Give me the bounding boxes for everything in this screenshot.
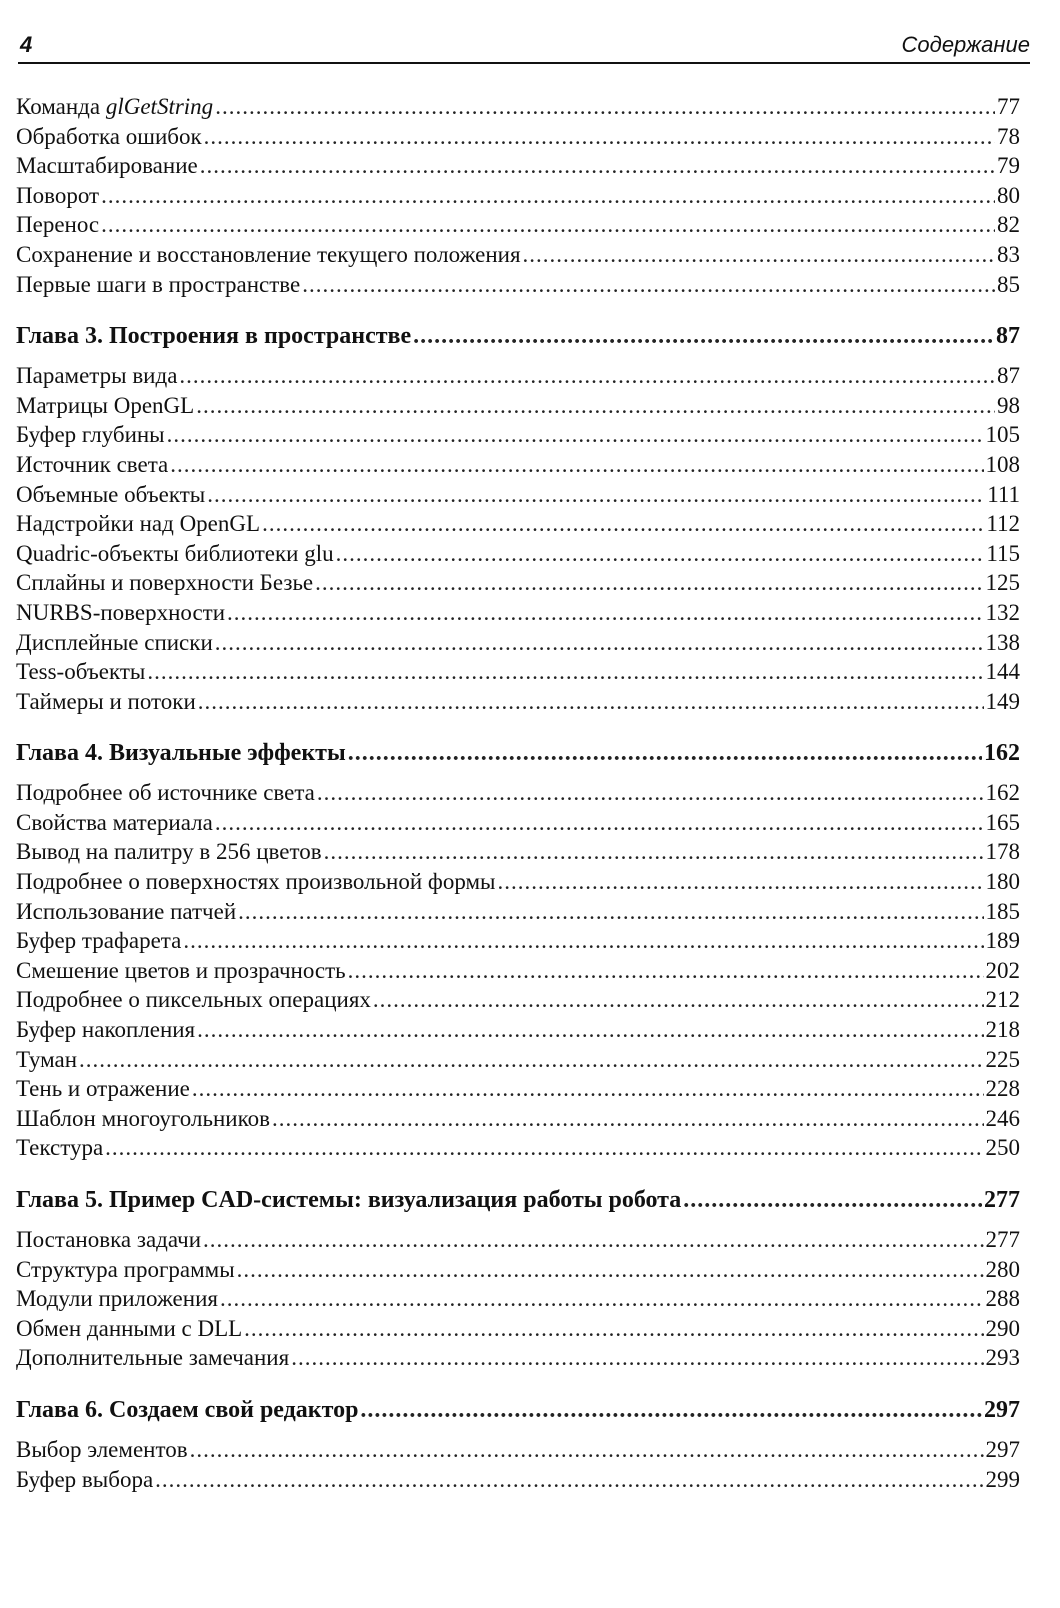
toc-entry-page: 77	[997, 94, 1020, 119]
toc-entry-page: 225	[985, 1046, 1020, 1072]
toc-entry-page: 293	[985, 1345, 1020, 1371]
toc-entry-page: 115	[986, 540, 1020, 566]
toc-entry	[16, 837, 1020, 867]
dot-leader	[79, 1045, 983, 1075]
dot-leader	[523, 240, 995, 270]
toc-entry-title: Структура программы	[16, 1256, 235, 1282]
dot-leader	[167, 420, 984, 450]
dot-leader	[498, 867, 984, 897]
toc-entry-page: 83	[997, 241, 1020, 267]
toc-entry	[16, 926, 1020, 956]
toc-entry-page: 132	[985, 599, 1020, 625]
toc-entry	[16, 240, 1020, 270]
toc-entry-title: Глава 6. Создаем свой редактор	[16, 1396, 359, 1423]
toc-chapter-heading	[16, 1185, 1020, 1215]
toc-entry-title: Вывод на палитру в 256 цветов	[16, 839, 322, 865]
dot-leader	[237, 1255, 984, 1285]
toc-entry-title: Дополнительные замечания	[16, 1345, 290, 1371]
toc-chapter-heading	[16, 321, 1020, 351]
toc-entry-page: 277	[984, 1187, 1020, 1213]
toc-entry	[16, 1284, 1020, 1314]
toc-entry-title: Перенос	[16, 212, 100, 238]
toc-entry	[16, 657, 1020, 687]
toc-entry-page: 180	[985, 869, 1020, 895]
dot-leader	[196, 391, 995, 421]
dot-leader	[302, 270, 995, 300]
toc-entry-title: Тень и отражение	[16, 1076, 190, 1102]
dot-leader	[101, 181, 995, 211]
dot-leader	[220, 1284, 984, 1314]
toc-entry-title: Туман	[16, 1046, 78, 1072]
toc-entry-title: Буфер выбора	[16, 1466, 154, 1492]
toc-entry	[16, 897, 1020, 927]
toc-entry-title: Подробнее об источнике света	[16, 780, 315, 806]
toc-entry	[16, 509, 1020, 539]
toc-entry-page: 125	[985, 570, 1020, 596]
dot-leader	[324, 837, 984, 867]
toc-entry-title: Буфер глубины	[16, 422, 165, 448]
dot-leader	[360, 1395, 982, 1425]
dot-leader	[155, 1465, 983, 1495]
dot-leader	[183, 926, 983, 956]
toc-entry-title: Параметры вида	[16, 363, 178, 389]
toc-entry-title: Матрицы OpenGL	[16, 392, 195, 418]
toc-entry	[16, 539, 1020, 569]
toc-entry-page: 297	[985, 1436, 1020, 1462]
toc-entry-title: Шаблон многоугольников	[16, 1105, 270, 1131]
toc-entry	[16, 628, 1020, 658]
toc-entry-title: NURBS-поверхности	[16, 599, 226, 625]
table-of-contents	[16, 92, 1020, 1494]
toc-entry-page: 288	[985, 1286, 1020, 1312]
toc-entry-title: Подробнее о поверхностях произвольной формы	[16, 869, 496, 895]
toc-entry-page: 277	[985, 1227, 1020, 1252]
toc-entry-page: 105	[985, 422, 1020, 448]
toc-entry	[16, 450, 1020, 480]
toc-entry-page: 85	[997, 271, 1020, 297]
dot-leader	[170, 450, 983, 480]
dot-leader	[238, 897, 983, 927]
toc-entry-page: 280	[985, 1256, 1020, 1282]
dot-leader	[272, 1104, 984, 1134]
toc-entry	[16, 1435, 1020, 1465]
toc-entry-title-prefix: Команда	[16, 94, 106, 119]
dot-leader	[190, 1435, 984, 1465]
toc-entry	[16, 1314, 1020, 1344]
dot-leader	[147, 657, 983, 687]
toc-chapter-heading	[16, 738, 1020, 768]
toc-entry	[16, 210, 1020, 240]
toc-entry-title: Модули приложения	[16, 1286, 218, 1312]
dot-leader	[215, 808, 984, 838]
dot-leader	[198, 687, 984, 717]
toc-entry-page: 144	[985, 659, 1020, 685]
toc-entry-title: Источник света	[16, 451, 169, 477]
dot-leader	[179, 361, 995, 391]
toc-entry	[16, 808, 1020, 838]
dot-leader	[336, 539, 985, 569]
toc-entry	[16, 1133, 1020, 1163]
toc-entry-title: Обработка ошибок	[16, 123, 202, 149]
toc-entry-title: Tess-объекты	[16, 659, 146, 685]
toc-entry-title	[16, 92, 213, 122]
toc-entry	[16, 778, 1020, 808]
dot-leader	[683, 1185, 982, 1215]
toc-entry	[16, 568, 1020, 598]
dot-leader	[315, 568, 983, 598]
toc-entry-title: Обмен данными с DLL	[16, 1315, 243, 1341]
toc-entry-page: 149	[985, 688, 1020, 714]
toc-entry	[16, 1104, 1020, 1134]
dot-leader	[348, 738, 982, 768]
toc-entry	[16, 420, 1020, 450]
dot-leader	[215, 628, 984, 658]
toc-chapter-heading	[16, 1395, 1020, 1425]
toc-entry-page: 228	[985, 1076, 1020, 1102]
toc-entry	[16, 867, 1020, 897]
toc-entry-page: 218	[985, 1017, 1020, 1043]
toc-entry	[16, 92, 1020, 122]
dot-leader	[192, 1074, 984, 1104]
toc-entry	[16, 480, 1020, 510]
dot-leader	[244, 1314, 983, 1344]
dot-leader	[291, 1343, 983, 1373]
dot-leader	[215, 92, 995, 122]
toc-entry-title: Таймеры и потоки	[16, 688, 196, 714]
toc-entry-title: Использование патчей	[16, 898, 237, 924]
dot-leader	[317, 778, 984, 808]
toc-entry-title: Текстура	[16, 1135, 104, 1161]
toc-entry	[16, 985, 1020, 1015]
toc-entry-title: Постановка задачи	[16, 1227, 202, 1252]
toc-entry-page: 82	[997, 212, 1020, 238]
toc-entry	[16, 687, 1020, 717]
toc-entry	[16, 391, 1020, 421]
toc-entry-page: 165	[985, 809, 1020, 835]
page-number: 4	[20, 32, 33, 57]
toc-entry-page: 79	[997, 153, 1020, 179]
toc-entry-title: Поворот	[16, 182, 100, 208]
dot-leader	[348, 956, 984, 986]
toc-entry-page: 80	[997, 182, 1020, 208]
dot-leader	[227, 598, 983, 628]
dot-leader	[207, 480, 985, 510]
toc-entry-page: 250	[985, 1135, 1020, 1161]
toc-entry-title: Буфер накопления	[16, 1017, 196, 1043]
toc-entry-page: 290	[985, 1315, 1020, 1341]
toc-entry-title: Буфер трафарета	[16, 928, 182, 954]
dot-leader	[203, 1225, 983, 1255]
toc-entry	[16, 181, 1020, 211]
toc-entry	[16, 1074, 1020, 1104]
toc-entry-page: 78	[997, 123, 1020, 149]
dot-leader	[204, 122, 995, 152]
toc-entry-title: Первые шаги в пространстве	[16, 271, 301, 297]
toc-entry-page: 87	[997, 363, 1020, 389]
toc-entry-page: 178	[985, 839, 1020, 865]
toc-entry-title: Сохранение и восстановление текущего положения	[16, 241, 521, 267]
toc-entry-page: 162	[984, 740, 1020, 767]
toc-entry-title-code: glGetString	[105, 94, 214, 119]
toc-entry-page: 246	[985, 1105, 1020, 1131]
toc-entry-title: Глава 5. Пример CAD-системы: визуализация работы робота	[16, 1187, 682, 1213]
toc-entry-page: 138	[985, 629, 1020, 655]
toc-entry-title: Quadric-объекты библиотеки glu	[16, 540, 334, 566]
dot-leader	[413, 321, 994, 351]
toc-entry	[16, 1465, 1020, 1495]
toc-entry-page: 212	[985, 987, 1020, 1013]
toc-entry-title: Свойства материала	[16, 809, 213, 835]
toc-entry	[16, 122, 1020, 152]
toc-entry-page: 297	[984, 1396, 1020, 1423]
toc-entry-page: 299	[985, 1466, 1020, 1492]
toc-entry-title: Смешение цветов и прозрачность	[16, 957, 346, 983]
toc-entry	[16, 1015, 1020, 1045]
dot-leader	[262, 509, 984, 539]
toc-entry-title: Сплайны и поверхности Безье	[16, 570, 314, 596]
toc-entry-page: 98	[997, 392, 1020, 418]
toc-entry-page: 112	[986, 511, 1020, 537]
toc-entry-title: Дисплейные списки	[16, 629, 213, 655]
toc-entry	[16, 956, 1020, 986]
toc-entry	[16, 1225, 1020, 1255]
toc-entry-title: Объемные объекты	[16, 481, 206, 507]
toc-entry-page: 111	[987, 481, 1020, 507]
running-title: Содержание	[901, 32, 1030, 57]
dot-leader	[101, 210, 995, 240]
page-header	[18, 28, 1030, 64]
toc-entry-title: Глава 4. Визуальные эффекты	[16, 740, 346, 767]
dot-leader	[200, 151, 995, 181]
toc-entry	[16, 598, 1020, 628]
toc-entry	[16, 1255, 1020, 1285]
toc-entry-page: 162	[985, 780, 1020, 806]
toc-entry-page: 87	[996, 323, 1020, 350]
toc-entry	[16, 1343, 1020, 1373]
dot-leader	[373, 985, 984, 1015]
toc-entry	[16, 361, 1020, 391]
toc-entry-title: Подробнее о пиксельных операциях	[16, 987, 371, 1013]
toc-entry-title: Надстройки над OpenGL	[16, 511, 261, 537]
toc-entry	[16, 151, 1020, 181]
toc-entry	[16, 1045, 1020, 1075]
toc-entry-title: Выбор элементов	[16, 1436, 188, 1462]
dot-leader	[197, 1015, 983, 1045]
toc-entry-title: Глава 3. Построения в пространстве	[16, 323, 412, 350]
toc-entry	[16, 270, 1020, 300]
toc-entry-page: 202	[985, 957, 1020, 983]
toc-entry-page: 185	[985, 898, 1020, 924]
toc-entry-page: 189	[985, 928, 1020, 954]
toc-entry-page: 108	[985, 451, 1020, 477]
toc-entry-title: Масштабирование	[16, 153, 198, 179]
dot-leader	[105, 1133, 983, 1163]
